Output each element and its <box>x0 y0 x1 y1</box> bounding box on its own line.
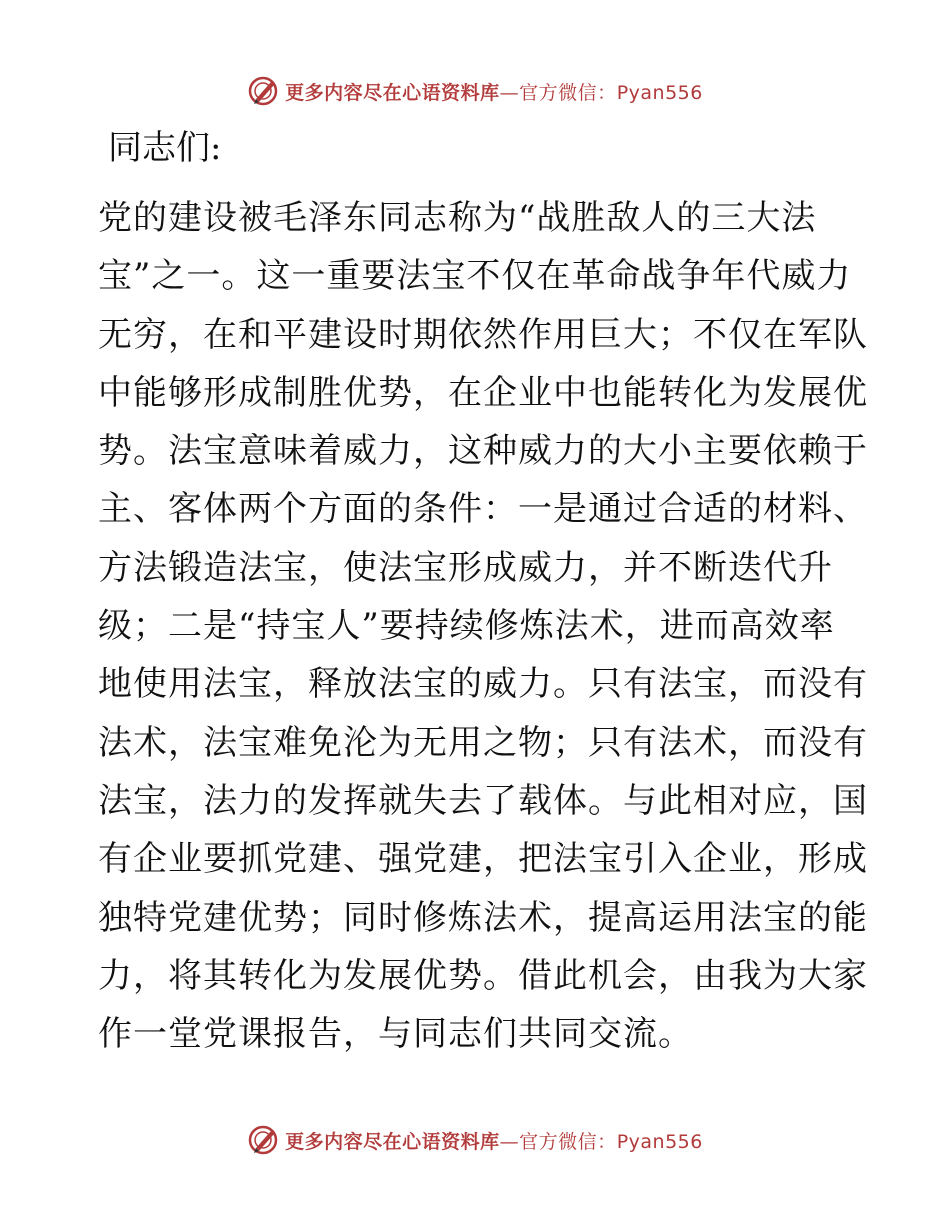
brand-logo-icon <box>247 1124 279 1156</box>
watermark-account-handle: Pyan556 <box>616 1130 703 1153</box>
watermark-separator: — <box>499 1130 520 1153</box>
paragraph-line: 方法锻造法宝，使法宝形成威力，并不断迭代升 <box>98 547 833 588</box>
watermark-main: 更多内容尽在心语资料库 <box>285 1130 500 1153</box>
body-paragraph <box>98 189 868 1063</box>
paragraph-line: 无穷，在和平建设时期依然作用巨大；不仅在军队 <box>98 314 868 355</box>
paragraph-line: 地使用法宝，释放法宝的威力。只有法宝，而没有 <box>98 664 868 705</box>
watermark-account-label: 官方微信： <box>519 81 617 104</box>
watermark-account-handle: Pyan556 <box>616 81 703 104</box>
paragraph-line: 作一堂党课报告，与同志们共同交流。 <box>98 1014 693 1055</box>
watermark-separator: — <box>499 81 520 104</box>
paragraph-line: 法术，法宝难免沦为无用之物；只有法术，而没有 <box>98 722 868 763</box>
paragraph-line: 法宝，法力的发挥就失去了载体。与此相对应，国 <box>98 780 868 821</box>
paragraph-line: 有企业要抓党建、强党建，把法宝引入企业，形成 <box>98 839 868 880</box>
footer-watermark <box>0 1120 950 1160</box>
paragraph-line: 党的建设被毛泽东同志称为“战胜敌人的三大法 <box>98 198 817 238</box>
brand-logo-icon <box>247 75 279 107</box>
salutation: 同志们: <box>108 128 222 168</box>
watermark-text <box>285 1127 703 1154</box>
watermark-main: 更多内容尽在心语资料库 <box>285 81 500 104</box>
paragraph-line: 独特党建优势；同时修炼法术，提高运用法宝的能 <box>98 897 868 938</box>
paragraph-line: 势。法宝意味着威力，这种威力的大小主要依赖于 <box>98 431 868 472</box>
paragraph-line: 宝”之一。这一重要法宝不仅在革命战争年代威力 <box>98 256 852 297</box>
paragraph-line: 中能够形成制胜优势，在企业中也能转化为发展优 <box>98 372 868 413</box>
paragraph-line: 力，将其转化为发展优势。借此机会，由我为大家 <box>98 955 868 996</box>
watermark-account-label: 官方微信： <box>519 1130 617 1153</box>
watermark-text <box>285 78 703 105</box>
paragraph-line: 主、客体两个方面的条件：一是通过合适的材料、 <box>98 489 868 530</box>
paragraph-line: 级；二是“持宝人”要持续修炼法术，进而高效率 <box>98 606 835 647</box>
header-watermark <box>0 71 950 111</box>
